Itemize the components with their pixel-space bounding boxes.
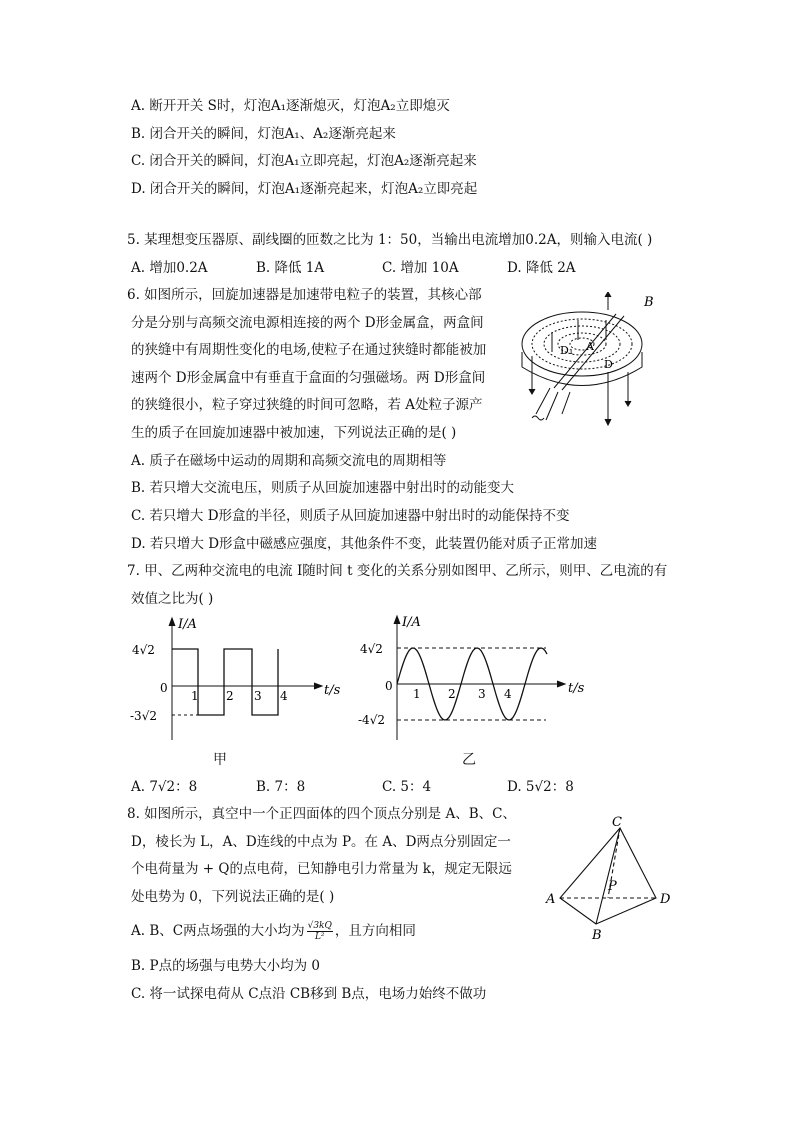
q8-option-c: C. 将一试探电荷从 C点沿 CB移到 B点，电场力始终不做功 xyxy=(131,986,487,1002)
yi-xlabel: t/s xyxy=(568,681,585,696)
q8-stem-line-1: 8. 如图所示，真空中一个正四面体的四个顶点分别是 A、B、C、 xyxy=(127,806,516,822)
jia-ybottom: -3√2 xyxy=(130,709,157,723)
q7-option-d: D. 5√2：8 xyxy=(507,779,574,795)
yi-ytop: 4√2 xyxy=(360,642,383,656)
q6-stem-line-4: 速两个 D形金属盒中有垂直于盒面的匀强磁场。两 D形盒间 xyxy=(131,370,486,386)
q8-stem-line-2: D，棱长为 L，A、D连线的中点为 P。在 A、D两点分别固定一 xyxy=(131,834,511,850)
q7-stem-line-1: 7. 甲、乙两种交流电的电流 I随时间 t 变化的关系分别如图甲、乙所示，则甲、乙电流的有 xyxy=(127,563,668,579)
jia-tick-4: 4 xyxy=(280,689,288,703)
q7-stem-line-2: 效值之比为( ) xyxy=(131,591,214,607)
q8-stem-line-4: 处电势为 0，下列说法正确的是( ) xyxy=(131,889,335,905)
vertex-c-label: C xyxy=(612,815,622,830)
q6-stem-line-3: 的狭缝中有周期性变化的电场,使粒子在通过狭缝时都能被加 xyxy=(131,342,487,358)
q4-option-d: D. 闭合开关的瞬间，灯泡A₁逐渐亮起来，灯泡A₂立即亮起 xyxy=(131,181,478,197)
q8-option-b: B. P点的场强与电势大小均为 0 xyxy=(131,958,320,974)
yi-tick-3: 3 xyxy=(478,687,486,701)
q6-option-d: D. 若只增大 D形盒中磁感应强度，其他条件不变，此装置仍能对质子正常加速 xyxy=(131,536,598,552)
q5-option-d: D. 降低 2A xyxy=(507,260,576,276)
q4-option-c: C. 闭合开关的瞬间，灯泡A₁立即亮起，灯泡A₂逐渐亮起来 xyxy=(131,153,477,169)
q8-option-a-text: A. B、C两点场强的大小均为 xyxy=(131,923,305,939)
q4-option-b: B. 闭合开关的瞬间，灯泡A₁、A₂逐渐亮起来 xyxy=(131,126,396,142)
q6-option-a: A. 质子在磁场中运动的周期和高频交流电的周期相等 xyxy=(131,453,447,469)
graph-jia xyxy=(128,612,358,747)
graph-yi-caption: 乙 xyxy=(462,752,476,768)
yi-tick-4: 4 xyxy=(504,687,512,701)
q4-option-a: A. 断开开关 S时，灯泡A₁逐渐熄灭，灯泡A₂立即熄灭 xyxy=(131,98,450,114)
d1-label: D₁ xyxy=(560,344,574,357)
yi-tick-1: 1 xyxy=(413,687,421,701)
q5-stem: 5. 某理想变压器原、副线圈的匝数之比为 1：50，当输出电流增加0.2A，则输入电流( ) xyxy=(127,232,653,248)
square-wave xyxy=(172,649,278,715)
yi-origin: 0 xyxy=(385,679,393,693)
q8-option-a xyxy=(131,921,416,942)
yi-tick-2: 2 xyxy=(448,687,456,701)
q7-option-c: C. 5：4 xyxy=(382,779,432,795)
q6-stem-line-2: 分是分别与高频交流电源相连接的两个 D形金属盒，两盒间 xyxy=(131,315,484,331)
q8-option-a-tail: ，且方向相同 xyxy=(334,923,416,939)
tetrahedron-figure xyxy=(540,812,680,944)
q6-stem-line-1: 6. 如图所示，回旋加速器是加速带电粒子的装置，其核心部 xyxy=(127,287,482,303)
d2-label: D xyxy=(604,358,613,371)
q7-option-a: A. 7√2：8 xyxy=(131,779,198,795)
vertex-d-label: D xyxy=(660,892,671,907)
q8-stem-line-3: 个电荷量为 + Q的点电荷，已知静电引力常量为 k，规定无限远 xyxy=(131,861,512,877)
vertex-b-label: B xyxy=(592,928,602,943)
q5-option-a: A. 增加0.2A xyxy=(131,260,208,276)
q6-option-b: B. 若只增大交流电压，则质子从回旋加速器中射出时的动能变大 xyxy=(131,480,515,496)
q5-option-b: B. 降低 1A xyxy=(256,260,325,276)
jia-ylabel: I/A xyxy=(178,617,197,632)
formula-denominator: L² xyxy=(314,932,325,942)
jia-tick-1: 1 xyxy=(191,689,199,703)
jia-ytop: 4√2 xyxy=(132,643,155,657)
source-a-label: A xyxy=(586,340,594,353)
formula-numerator: √3kQ xyxy=(307,921,332,931)
jia-tick-3: 3 xyxy=(254,689,262,703)
yi-ybottom: -4√2 xyxy=(358,713,385,727)
point-p-label: P xyxy=(608,879,617,894)
graph-yi xyxy=(356,612,596,747)
q6-stem-line-6: 生的质子在回旋加速器中被加速，下列说法正确的是( ) xyxy=(131,425,457,441)
q6-option-c: C. 若只增大 D形盒的半径，则质子从回旋加速器中射出时的动能保持不变 xyxy=(131,508,570,524)
field-b-label: B xyxy=(644,295,654,310)
yi-ylabel: I/A xyxy=(402,615,421,630)
field-formula xyxy=(307,921,333,942)
vertex-a-label: A xyxy=(546,892,556,907)
graph-jia-caption: 甲 xyxy=(213,752,227,768)
jia-tick-2: 2 xyxy=(226,689,234,703)
q5-option-c: C. 增加 10A xyxy=(382,260,459,276)
q6-stem-line-5: 的狭缝很小，粒子穿过狭缝的时间可忽略，若 A处粒子源产 xyxy=(131,397,483,413)
cyclotron-figure xyxy=(512,292,662,432)
q7-option-b: B. 7：8 xyxy=(256,779,306,795)
jia-origin: 0 xyxy=(160,681,168,695)
jia-xlabel: t/s xyxy=(324,683,341,698)
